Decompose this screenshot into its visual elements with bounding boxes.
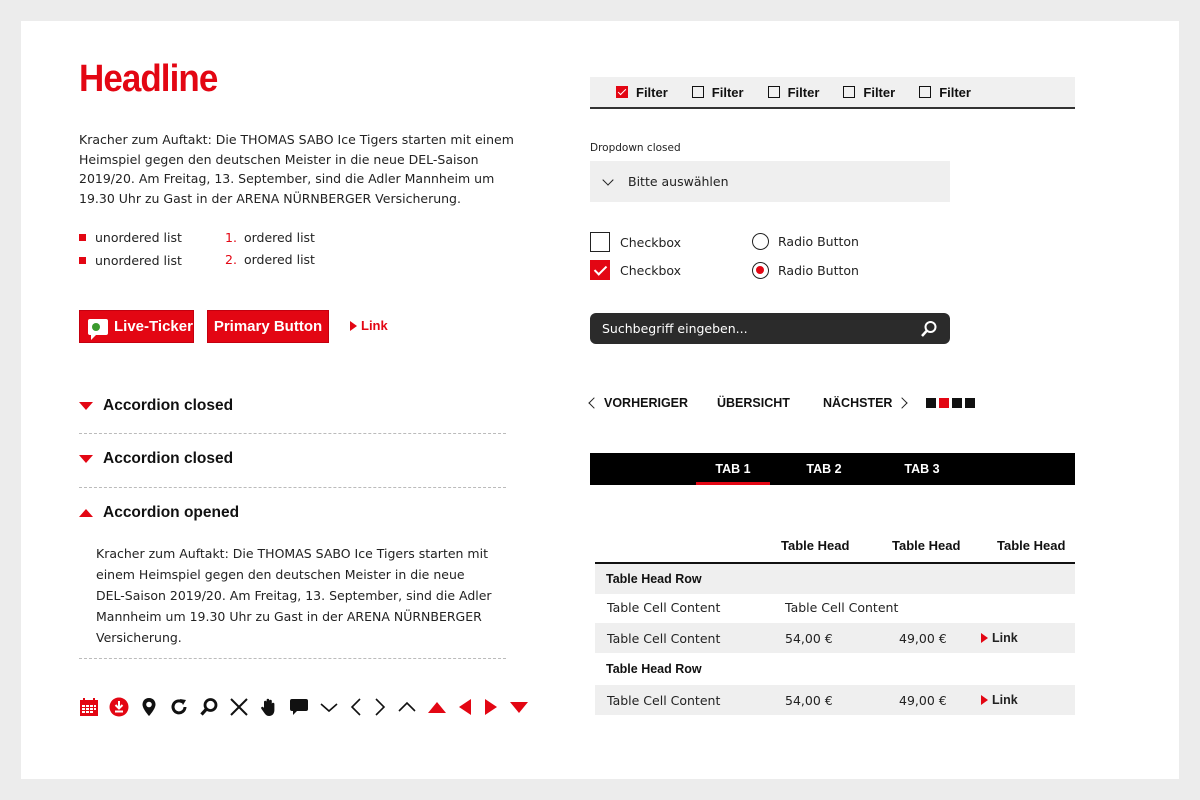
table-cell: Table Cell Content [785, 599, 899, 615]
accordion-label: Accordion closed [103, 450, 234, 467]
triangle-right-icon [350, 321, 357, 331]
refresh-icon [169, 697, 189, 717]
accordion-header-3[interactable] [79, 504, 506, 522]
accordion-label: Accordion closed [103, 397, 234, 414]
dropdown-label: Dropdown closed [590, 142, 681, 154]
filter-label: Filter [711, 84, 744, 100]
close-icon [229, 697, 249, 717]
table-link[interactable] [981, 685, 1018, 715]
page-dot[interactable] [965, 398, 975, 408]
table-row [595, 623, 1075, 653]
checkbox-icon [616, 86, 628, 98]
chevron-up-icon [397, 697, 417, 717]
list-item-label: ordered list [243, 230, 315, 245]
ordered-list-item [225, 230, 315, 245]
radio-circle [752, 262, 769, 279]
filter-label: Filter [939, 84, 971, 100]
overview-link[interactable]: ÜBERSICHT [717, 396, 790, 410]
table-header: Table Head [781, 538, 850, 553]
filter-bar [590, 77, 1075, 109]
table-cell: 54,00 € [785, 630, 833, 646]
search-placeholder: Suchbegriff eingeben... [602, 321, 748, 336]
list-number: 2. [225, 252, 237, 267]
chat-icon [289, 697, 309, 717]
triangle-up-icon [79, 509, 93, 517]
tab-2[interactable]: TAB 2 [806, 462, 842, 476]
table-cell: 49,00 € [899, 630, 947, 646]
checkbox-box [590, 260, 610, 280]
search-icon [199, 697, 219, 717]
page-dot[interactable] [926, 398, 936, 408]
checkbox-label: Checkbox [620, 234, 682, 250]
live-ticker-label: Live-Ticker [114, 318, 193, 335]
hand-icon [259, 697, 279, 717]
table-cell: 49,00 € [899, 692, 947, 708]
page-indicator [926, 398, 978, 408]
divider [79, 433, 506, 434]
dropdown-select[interactable] [590, 161, 950, 202]
row-head-label: Table Head Row [606, 662, 702, 676]
filter-label: Filter [636, 84, 668, 100]
accordion-header-2[interactable] [79, 450, 506, 468]
triangle-right-icon [981, 633, 988, 643]
filter-option[interactable] [692, 85, 744, 100]
filter-option[interactable] [616, 85, 668, 100]
tab-1[interactable]: TAB 1 [696, 453, 770, 485]
accordion-label: Accordion opened [103, 504, 240, 521]
link-label: Link [992, 693, 1018, 707]
previous-link[interactable] [590, 396, 688, 410]
table-row-head [595, 564, 1075, 594]
dropdown-value: Bitte auswählen [628, 174, 729, 189]
radio-button[interactable] [752, 233, 859, 250]
checkbox-icon [692, 86, 704, 98]
page-dot[interactable] [952, 398, 962, 408]
triangle-up-icon [427, 697, 447, 717]
table-cell: Table Cell Content [607, 630, 721, 646]
headline: Headline [79, 58, 218, 100]
filter-option[interactable] [919, 85, 971, 100]
radio-button[interactable] [752, 262, 859, 279]
next-label: NÄCHSTER [823, 396, 893, 410]
table-link[interactable] [981, 623, 1018, 653]
table-header: Table Head [892, 538, 961, 553]
radio-circle [752, 233, 769, 250]
previous-label: VORHERIGER [604, 396, 689, 410]
divider [79, 487, 506, 488]
triangle-left-icon [457, 697, 473, 717]
filter-label: Filter [863, 84, 896, 100]
bullet-icon [79, 257, 86, 264]
calendar-icon [79, 697, 99, 717]
triangle-right-icon [483, 697, 499, 717]
triangle-down-icon [509, 697, 529, 717]
checkbox-icon [843, 86, 855, 98]
radio-label: Radio Button [778, 263, 859, 278]
chevron-right-icon [373, 697, 387, 717]
checkbox[interactable] [590, 260, 681, 280]
list-item-label: ordered list [243, 252, 315, 267]
unordered-list-item [79, 253, 182, 268]
table-cell: Table Cell Content [607, 692, 721, 708]
chevron-down-icon [602, 174, 613, 185]
body-paragraph: Kracher zum Auftakt: Die THOMAS SABO Ice Tigers starten mit einem Heimspiel gegen den deutschen Meister in die neue DEL-Saison 2019/20. Am Freitag, 13. September, sind die Adler Mannheim um 19.30 Uhr zu Gast in der ARENA NÜRNBERGER Versicherung. [79, 132, 514, 206]
row-head-label: Table Head Row [606, 572, 702, 586]
chevron-left-icon [588, 397, 599, 408]
link-label: Link [361, 318, 388, 333]
chevron-down-icon [319, 697, 339, 717]
divider [79, 658, 506, 659]
bullet-icon [79, 234, 86, 241]
triangle-right-icon [981, 695, 988, 705]
accordion-content: Kracher zum Auftakt: Die THOMAS SABO Ice Tigers starten mit einem Heimspiel gegen den deutschen Meister in die neue DEL-Saison 2019/20. Am Freitag, 13. September, sind die Adler Mannheim um 19.30 Uhr zu Gast in der ARENA NÜRNBERGER Versicherung. [96, 546, 492, 645]
filter-label: Filter [787, 84, 820, 100]
table-row [595, 685, 1075, 715]
chevron-right-icon [897, 397, 908, 408]
tab-3[interactable]: TAB 3 [904, 462, 940, 476]
link-label: Link [992, 631, 1018, 645]
checkbox-icon [919, 86, 931, 98]
list-item-label: unordered list [95, 230, 182, 245]
next-link[interactable] [823, 396, 906, 410]
download-icon [109, 697, 129, 717]
location-pin-icon [139, 697, 159, 717]
checkbox-label: Checkbox [620, 262, 682, 278]
tab-bar [590, 453, 1075, 485]
icon-row [79, 693, 529, 721]
filter-option[interactable] [843, 85, 895, 100]
filter-option[interactable] [768, 85, 820, 100]
chat-icon [88, 319, 108, 335]
table-cell: Table Cell Content [607, 599, 721, 615]
list-item-label: unordered list [95, 253, 182, 268]
checkbox-icon [768, 86, 780, 98]
unordered-list-item [79, 230, 182, 245]
text-link[interactable] [350, 318, 388, 333]
accordion-header-1[interactable] [79, 397, 506, 415]
page-dot-active[interactable] [939, 398, 949, 408]
table-header: Table Head [997, 538, 1066, 553]
ordered-list-item [225, 252, 315, 267]
radio-label: Radio Button [778, 234, 859, 249]
triangle-down-icon [79, 455, 93, 463]
live-ticker-button[interactable] [79, 310, 194, 343]
checkbox-box [590, 232, 610, 252]
primary-button[interactable] [207, 310, 329, 343]
chevron-left-icon [349, 697, 363, 717]
primary-button-label: Primary Button [213, 318, 323, 335]
table-cell: 54,00 € [785, 692, 833, 708]
triangle-down-icon [79, 402, 93, 410]
table-row [595, 592, 1075, 622]
list-number: 1. [225, 230, 237, 245]
table-row-head [595, 654, 1075, 684]
search-icon[interactable] [920, 320, 938, 338]
checkbox[interactable] [590, 232, 681, 252]
pagination [590, 393, 990, 413]
search-input[interactable] [590, 313, 950, 344]
